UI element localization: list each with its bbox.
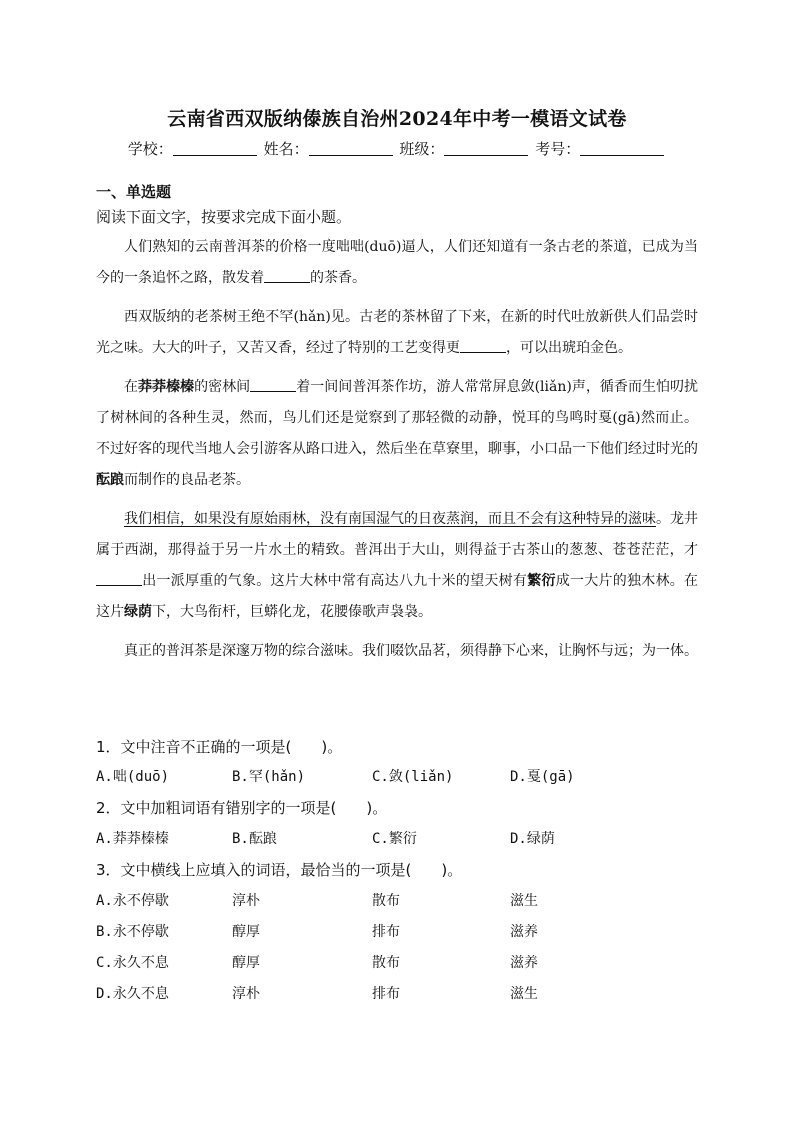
reading-passage xyxy=(96,232,698,675)
bold-word-4: 绿荫 xyxy=(124,604,152,620)
passage-paragraph-3 xyxy=(96,372,698,496)
class-blank[interactable] xyxy=(444,141,528,156)
bold-word-1: 莽莽榛榛 xyxy=(138,379,195,395)
question-2-stem: 2．文中加粗词语有错别字的一项是( )。 xyxy=(96,799,388,817)
p1-text-b: 的茶香。 xyxy=(310,270,366,286)
p2-text-b: ，可以出琥珀金色。 xyxy=(506,340,632,356)
name-label: 姓名： xyxy=(263,140,309,158)
bold-word-2: 酝踉 xyxy=(96,472,124,488)
question-3-stem: 3．文中横线上应填入的词语，最恰当的一项是( )。 xyxy=(96,861,463,879)
p4-text-c: 成一大片的独木林。在这片 xyxy=(96,573,699,620)
q3-c-word-4: 滋养 xyxy=(510,955,538,971)
q3-d-word-3: 排布 xyxy=(372,986,400,1002)
question-1-stem: 1．文中注音不正确的一项是( )。 xyxy=(96,738,343,756)
blank-4 xyxy=(96,573,142,586)
q1-option-c[interactable]: C.敛(liǎn) xyxy=(372,769,454,785)
exam-title: 云南省西双版纳傣族自治州2024年中考一模语文试卷 xyxy=(167,108,627,130)
q3-b-word-3: 排布 xyxy=(372,924,400,940)
class-label: 班级： xyxy=(399,140,445,158)
p3-text-a: 在 xyxy=(124,379,139,395)
q2-option-c[interactable]: C.繁衍 xyxy=(372,831,417,847)
q3-b-word-1: B.永不停歇 xyxy=(96,924,169,940)
q2-option-a[interactable]: A.莽莽榛榛 xyxy=(96,831,169,847)
p3-text-b: 的密林间 xyxy=(194,379,251,395)
p3-text-c: 着一间间普洱茶作坊，游人常常屏息敛(liǎn)声，循香而生怕叨扰了树林间的各种生灵，然而，鸟儿们还是觉察到了那轻微的动静，悦耳的鸟鸣时戛(gā)然而止。不过好客的现代当地人会引游客从路口进入，然后坐在草寮里，聊事，小口品一下他们经过时光的 xyxy=(96,379,699,457)
passage-paragraph-1 xyxy=(96,232,698,294)
q3-a-word-4: 滋生 xyxy=(510,893,538,909)
blank-1 xyxy=(264,270,310,283)
p1-text-a: 人们熟知的云南普洱茶的价格一度咄咄(duō)逼人，人们还知道有一条古老的茶道，已成为当今的一条追怀之路，散发着 xyxy=(96,239,698,286)
q1-option-d[interactable]: D.戛(gā) xyxy=(510,769,575,785)
p4-text-a: 。龙井属于西湖，那得益于另一片水土的精致。普洱出于大山，则得益于古茶山的葱葱、苍苍茫茫，才 xyxy=(96,511,698,558)
q1-option-a[interactable]: A.咄(duō) xyxy=(96,769,170,785)
q1-option-b[interactable]: B.罕(hǎn) xyxy=(232,769,306,785)
passage-paragraph-5 xyxy=(96,636,698,667)
student-info-line xyxy=(0,138,794,159)
underlined-sentence: 我们相信，如果没有原始雨林，没有南国湿气的日夜蒸润，而且不会有这种特异的滋味 xyxy=(124,511,656,527)
school-blank[interactable] xyxy=(173,141,257,156)
q2-option-d[interactable]: D.绿荫 xyxy=(510,831,555,847)
school-label: 学校： xyxy=(127,140,173,158)
q3-d-word-2: 淳朴 xyxy=(232,986,260,1002)
passage-paragraph-4 xyxy=(96,504,698,628)
q3-c-word-2: 醇厚 xyxy=(232,955,260,971)
blank-2 xyxy=(460,340,506,353)
q3-d-word-4: 滋生 xyxy=(510,986,538,1002)
exam-number-label: 考号： xyxy=(535,140,581,158)
p5-text: 真正的普洱茶是深邃万物的综合滋味。我们啜饮品茗，须得静下心来，让胸怀与远；为一体。 xyxy=(124,643,698,659)
exam-number-blank[interactable] xyxy=(580,141,664,156)
q2-option-b[interactable]: B.酝踉 xyxy=(232,831,277,847)
q3-b-word-4: 滋养 xyxy=(510,924,538,940)
q3-b-word-2: 醇厚 xyxy=(232,924,260,940)
q3-a-word-1: A.永不停歇 xyxy=(96,893,169,909)
q3-c-word-3: 散布 xyxy=(372,955,400,971)
q3-a-word-3: 散布 xyxy=(372,893,400,909)
p4-text-b: 出一派厚重的气象。这片大林中常有高达八九十米的望天树有 xyxy=(142,573,528,589)
p2-text-a: 西双版纳的老茶树王绝不罕(hǎn)见。古老的茶林留了下来，在新的时代吐放新供人们品尝时光之味。大大的叶子，又苦又香，经过了特别的工艺变得更 xyxy=(96,309,698,356)
p4-text-d: 下，大鸟衔杆，巨蟒化龙，花腰傣歌声袅袅。 xyxy=(152,604,432,620)
instruction-text: 阅读下面文字，按要求完成下面小题。 xyxy=(96,208,352,226)
q3-a-word-2: 淳朴 xyxy=(232,893,260,909)
section-heading: 一、单选题 xyxy=(96,183,172,201)
q3-d-word-1: D.永久不息 xyxy=(96,986,169,1002)
p3-text-d: 而制作的良品老茶。 xyxy=(124,472,250,488)
name-blank[interactable] xyxy=(309,141,393,156)
passage-paragraph-2 xyxy=(96,302,698,364)
bold-word-3: 繁衍 xyxy=(527,573,556,589)
q3-c-word-1: C.永久不息 xyxy=(96,955,169,971)
blank-3 xyxy=(250,379,296,392)
